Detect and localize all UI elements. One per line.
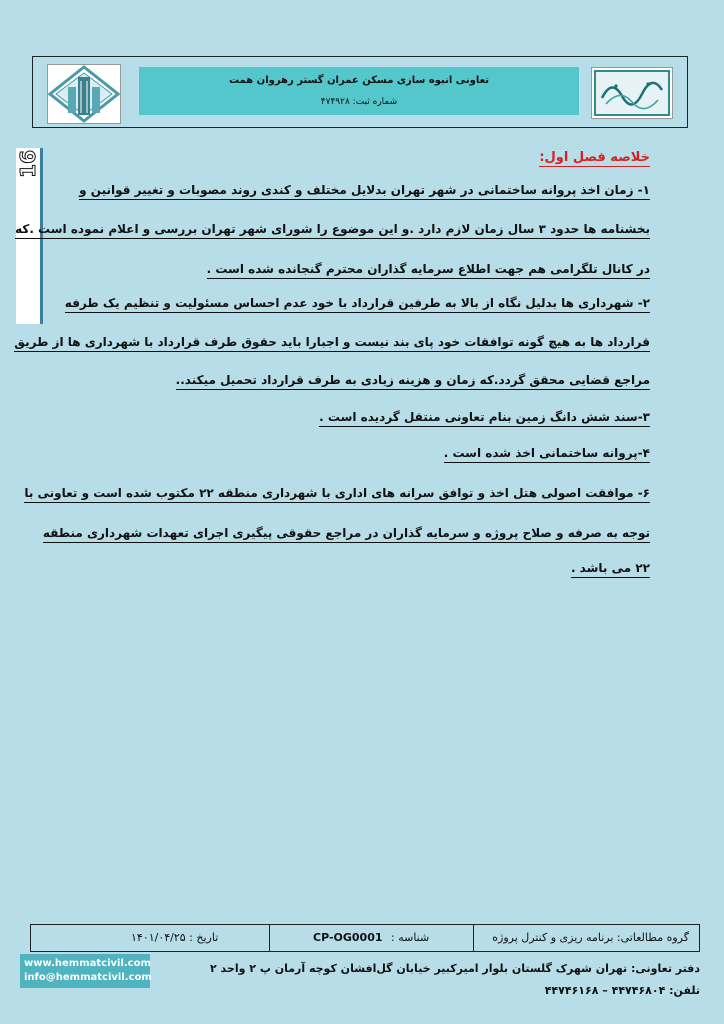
paragraph-line: مراجع قضایی محقق گردد.که زمان و هزینه زیادی به طرف قرارداد تحمیل میکند.. bbox=[176, 373, 650, 390]
paragraph-line: قرارداد ها به هیچ گونه توافقات خود پای بند نیست و اجبارا باید حقوق طرف قرارداد با شهرداری ها از طریق bbox=[14, 335, 650, 352]
footer-divider bbox=[473, 925, 474, 951]
paragraph-line: ۴-پروانه ساختمانی اخذ شده است . bbox=[444, 446, 650, 463]
paragraph-line: ۶- موافقت اصولی هتل اخذ و توافق سرانه های اداری با شهرداری منطقه ۲۲ مکتوب شده است و تعاونی با bbox=[24, 486, 650, 503]
website-link[interactable]: www.hemmatcivil.com bbox=[24, 958, 151, 969]
office-address: دفتر تعاونی: تهران شهرک گلستان بلوار امیرکبیر خیابان گل‌افشان کوچه آرمان پ ۲ واحد ۲ bbox=[209, 962, 700, 975]
study-group: گروه مطالعاتی: برنامه ریزی و کنترل پروژه bbox=[492, 931, 689, 944]
paragraph-line: توجه به صرفه و صلاح پروژه و سرمایه گذاران در مراجع حقوقی پیگیری اجرای تعهدات شهرداری منطقه bbox=[43, 526, 650, 543]
building-logo bbox=[47, 64, 121, 124]
paragraph-line: ۳-سند شش دانگ زمین بنام تعاونی منتقل گردیده است . bbox=[319, 410, 650, 427]
paragraph-line: ۲۲ می باشد . bbox=[571, 561, 650, 578]
office-phone: تلفن: ۴۴۷۴۶۸۰۴ – ۴۴۷۴۶۱۶۸ bbox=[544, 984, 700, 997]
registration-number: شماره ثبت: ۴۷۴۹۲۸ bbox=[320, 97, 398, 107]
paragraph-line: بخشنامه ها حدود ۳ سال زمان لازم دارد .و این موضوع را شورای شهر تهران بررسی و اعلام نموده است .که bbox=[15, 222, 650, 239]
paragraph-line: ۱- زمان اخذ پروانه ساختمانی در شهر تهران بدلایل مختلف و کندی روند مصوبات و تغییر قوانین و bbox=[79, 183, 650, 200]
header-title-band bbox=[139, 67, 579, 115]
calligraphy-logo bbox=[591, 67, 673, 119]
footer-info-table bbox=[30, 924, 700, 952]
contact-web-box bbox=[20, 954, 150, 988]
document-id: CP-OG0001 bbox=[313, 931, 383, 944]
email-link[interactable]: info@hemmatcivil.com bbox=[24, 972, 152, 983]
document-header bbox=[32, 56, 688, 128]
section-heading: خلاصه فصل اول: bbox=[539, 150, 650, 165]
document-date: تاریخ : ۱۴۰۱/۰۴/۲۵ bbox=[131, 931, 219, 944]
paragraph-line: ۲- شهرداری ها بدلیل نگاه از بالا به طرفین قرارداد با خود عدم احساس مسئولیت و تنظیم یک طرفه bbox=[65, 296, 650, 313]
footer-divider bbox=[269, 925, 270, 951]
id-label: شناسه : bbox=[391, 931, 430, 944]
page-number: 16 bbox=[16, 150, 40, 178]
cooperative-title: تعاونی انبوه سازی مسکن عمران گستر رهروان همت bbox=[228, 75, 490, 86]
paragraph-line: در کانال تلگرامی هم جهت اطلاع سرمایه گذاران محترم گنجانده شده است . bbox=[207, 262, 650, 279]
